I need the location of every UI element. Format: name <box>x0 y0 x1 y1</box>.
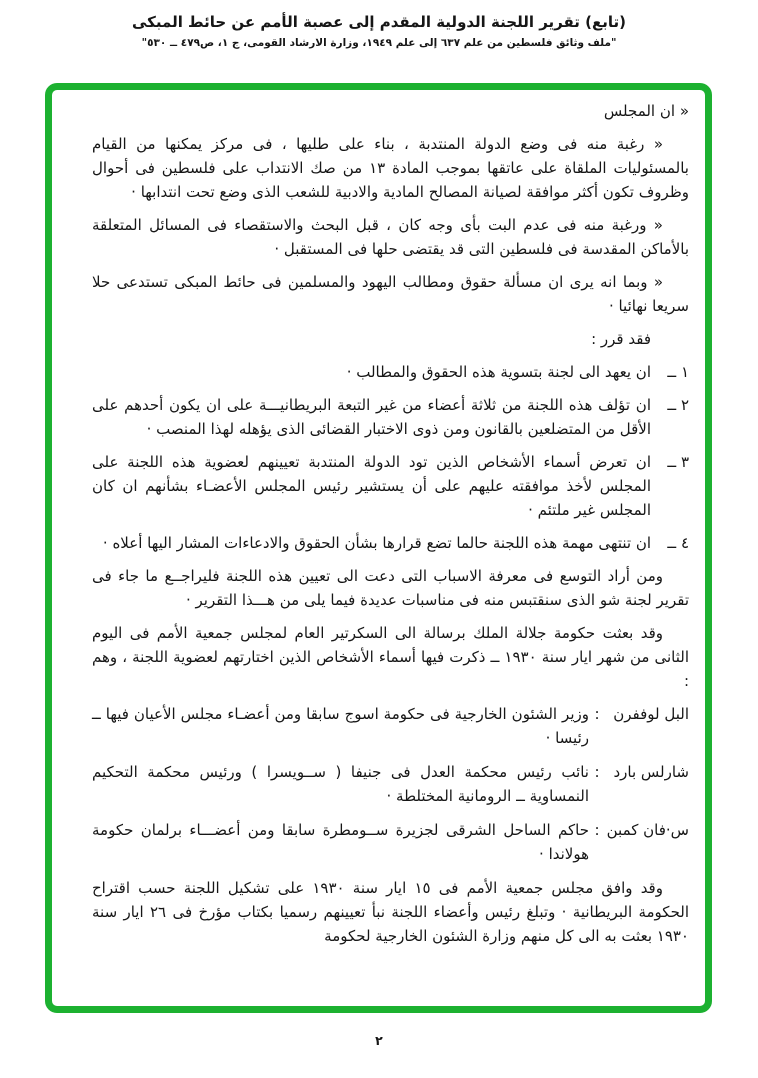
document-header <box>0 0 758 49</box>
member-separator: : <box>594 821 600 839</box>
decision-text: ان تنتهى مهمة هذه اللجنة حالما تضع قرارها بشأن الحقوق والادعاءات المشار اليها أعلاه · <box>102 534 651 552</box>
committee-member-row <box>92 760 689 808</box>
decision-text: ان تعرض أسماء الأشخاص الذين تود الدولة المنتدبة تعيينهم لعضوية هذه اللجنة على المجلس لأخذ موافقته عليهم على أن يستشير رئيس المجلس الأعضـاء بشأنهم ان كان المجلس غير ملتئم · <box>92 453 651 519</box>
closing-paragraph: وقد وافق مجلس جمعية الأمم فى ١٥ ايار سنة ١٩٣٠ على تشكيل اللجنة حسب اقتراح الحكومة البريطانية · وتبلغ رئيس وأعضاء اللجنة نبأ تعيينهم رسميا بكتاب مؤرخ فى ٢٦ ايار سنة ١٩٣٠ بعثت به الى كل منهم وزارة الشئون الخارجية لحكومة <box>92 879 689 945</box>
decision-number: ٣ ــ <box>667 453 689 471</box>
opening-line: « ان المجلس <box>603 102 689 120</box>
member-name: س·فان كمبن <box>606 821 689 839</box>
page-number: ٢ <box>375 1033 383 1048</box>
note-paragraph: وقد بعثت حكومة جلالة الملك برسالة الى السكرتير العام لمجلس جمعية الأمم فى اليوم الثانى من شهر ايار سنة ١٩٣٠ ــ ذكرت فيها أسماء الأشخاص الذين اختارتهم لعضوية اللجنة ، وهم : <box>92 624 689 690</box>
member-description: نائب رئيس محكمة العدل فى جنيفا ( ســويسرا ) ورئيس محكمة التحكيم النمساوية ــ الرومانية المختلطة · <box>92 763 589 805</box>
decision-heading: فقد قرر : <box>591 330 651 348</box>
member-separator: : <box>594 763 600 781</box>
member-separator: : <box>594 705 600 723</box>
member-description: حاكم الساحل الشرقى لجزيرة ســومطرة سابقا ومن أعضـــاء برلمان حكومة هولاندا · <box>92 821 589 863</box>
decision-number: ١ ــ <box>667 363 689 381</box>
committee-member-row <box>92 818 689 866</box>
decision-text: ان يعهد الى لجنة بتسوية هذه الحقوق والمطالب · <box>346 363 651 381</box>
preamble-paragraph: « ورغبة منه فى عدم البت بأى وجه كان ، قبل البحث والاستقصاء فى المسائل المتعلقة بالأماكن المقدسة فى فلسطين التى قد يقتضى حلها فى المستقبل · <box>92 216 689 258</box>
note-paragraph: ومن أراد التوسع فى معرفة الاسباب التى دعت الى تعيين هذه اللجنة فليراجــع ما جاء فى تقرير لجنة شو الذى سنقتبس منه فى مناسبات عديدة فيما يلى من هـــذا التقرير · <box>92 567 689 609</box>
decision-item <box>92 531 689 555</box>
document-source-citation: "ملف وثائق فلسطين من علم ٦٣٧ إلى علم ١٩٤٩، وزارة الارشاد القومى، ج ١، ص٤٧٩ ــ ٥٣٠" <box>141 37 617 49</box>
preamble-paragraph: « رغبة منه فى وضع الدولة المنتدبة ، بناء على طليها ، فى مركز يمكنها من القيام بالمسئوليات الملقاة على عاتقها بموجب المادة ١٣ من صك الانتداب على فلسطين فى أحوال وظروف تكون أكثر موافقة لصيانة المصالح المادية والادبية للشعب الذى وضع تحت انتدابها · <box>92 135 689 201</box>
committee-member-row <box>92 702 689 750</box>
decision-item <box>92 393 689 441</box>
preamble-paragraph: « وبما انه يرى ان مسألة حقوق ومطالب اليهود والمسلمين فى حائط المبكى تستدعى حلا سريعا نهائيا · <box>92 273 689 315</box>
document-title: (تابع) تقرير اللجنة الدولية المقدم إلى عصبة الأمم عن حائط المبكى <box>131 13 626 31</box>
member-description: وزير الشئون الخارجية فى حكومة اسوج سابقا ومن أعضـاء مجلس الأعيان فيها ــ رئيسا · <box>92 705 589 747</box>
decision-number: ٤ ــ <box>667 534 689 552</box>
member-name: شارلس بارد <box>613 763 689 781</box>
decision-number: ٢ ــ <box>667 396 689 414</box>
highlight-border-box <box>45 83 712 1013</box>
decision-item <box>92 450 689 522</box>
member-name: البل لوففرن <box>613 705 689 723</box>
decision-item <box>92 360 689 384</box>
decision-text: ان تؤلف هذه اللجنة من ثلاثة أعضاء من غير التبعة البريطانيـــة على ان يكون أحدهم على الأقل من المتضلعين بالقانون ومن ذوى الاختبار القضائى الذى يؤهله لهذا المنصب · <box>92 396 651 438</box>
